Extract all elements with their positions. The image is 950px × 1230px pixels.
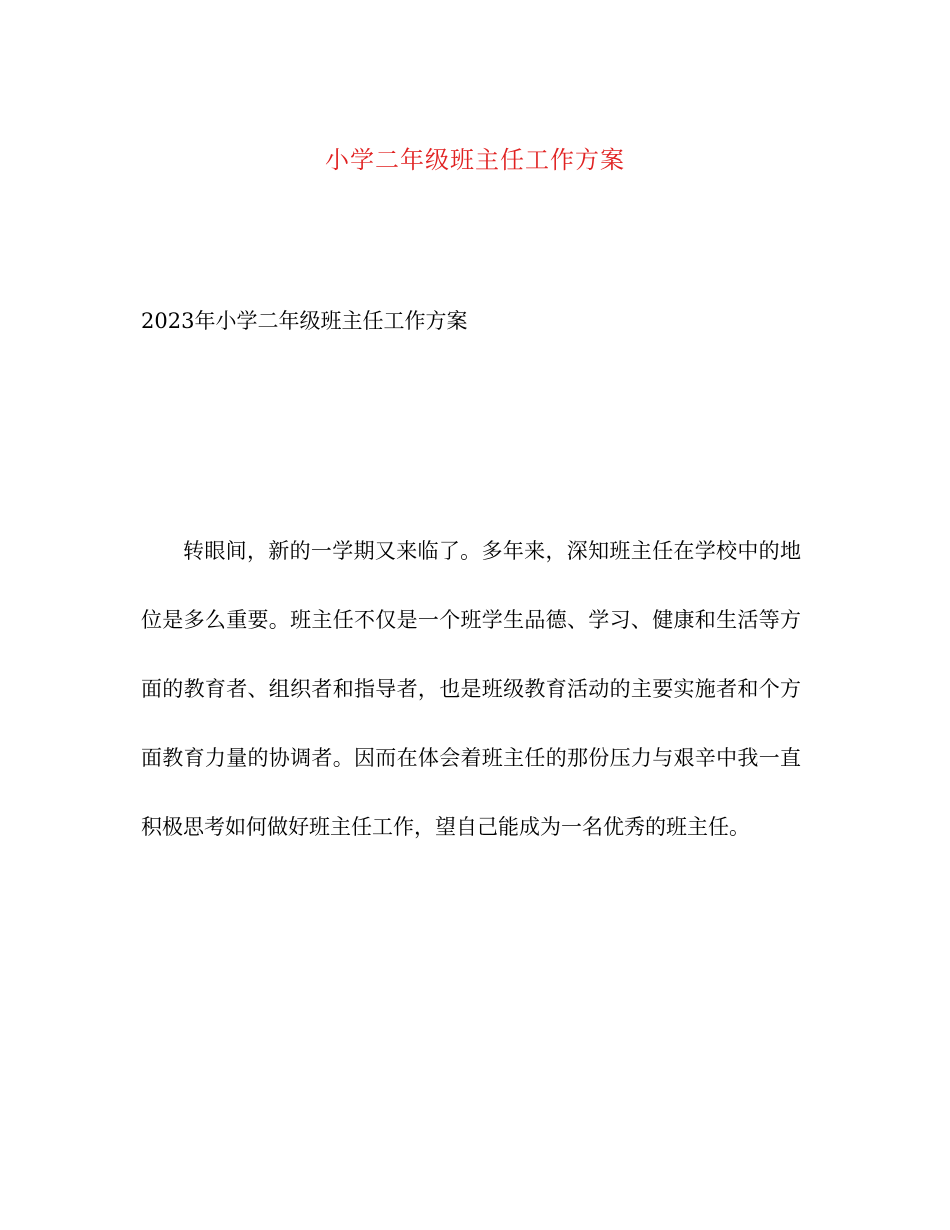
- document-subtitle: 2023年小学二年级班主任工作方案: [141, 309, 468, 333]
- body-paragraph: 转眼间，新的一学期又来临了。多年来，深知班主任在学校中的地位是多么重要。班主任不仅是一个班学生品德、学习、健康和生活等方面的教育者、组织者和指导者，也是班级教育活动的主要实施者和个方面教育力量的协调者。因而在体会着班主任的那份压力与艰辛中我一直积极思考如何做好班主任工作，望自己能成为一名优秀的班主任。: [141, 539, 801, 839]
- document-title: 小学二年级班主任工作方案: [325, 146, 625, 174]
